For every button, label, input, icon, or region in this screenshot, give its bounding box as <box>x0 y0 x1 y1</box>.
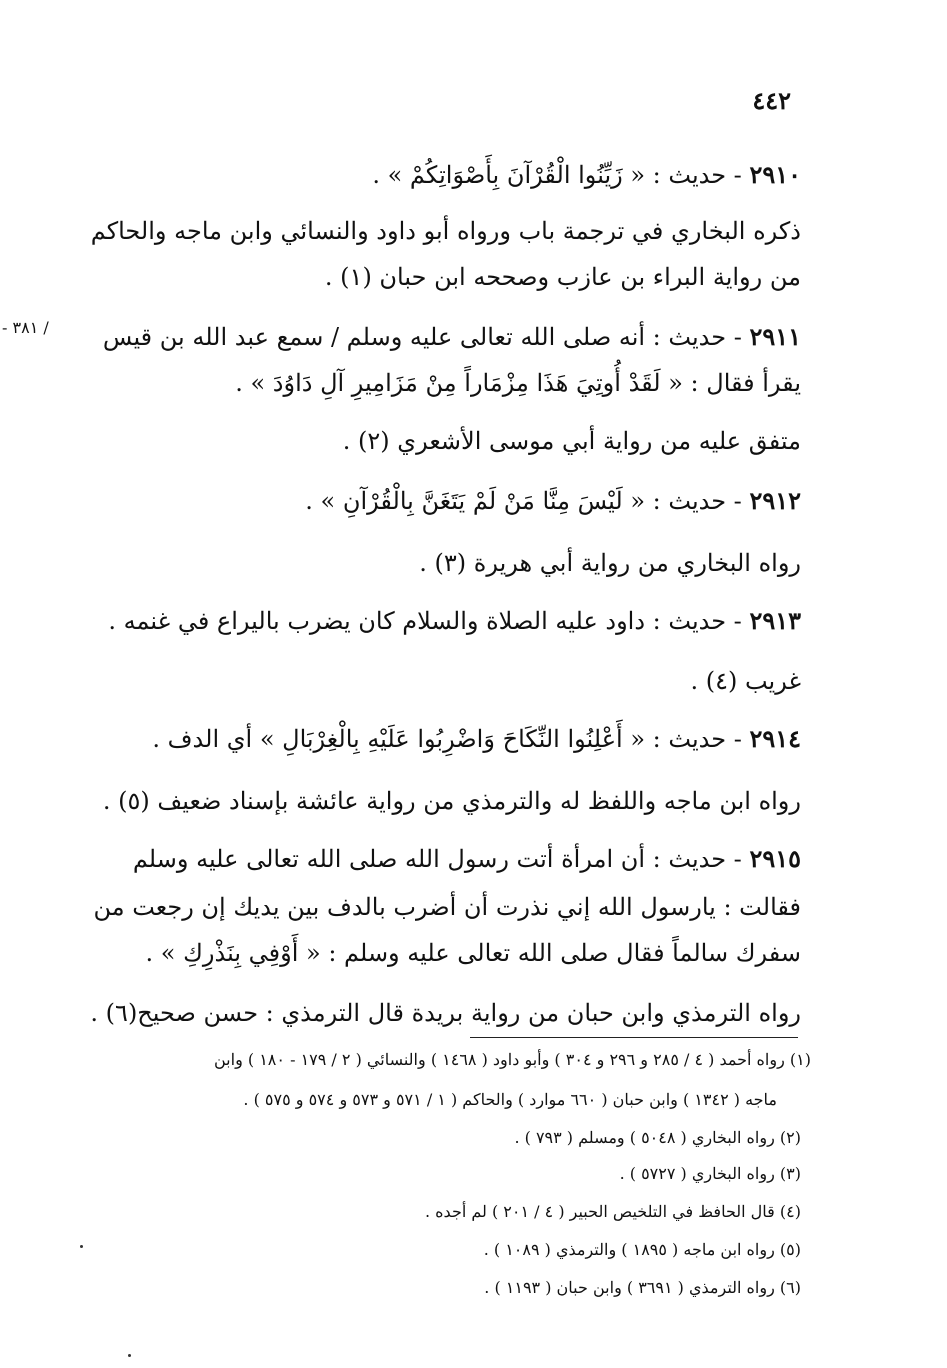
footnote-continuation: ماجه ( ١٣٤٢ ) وابن حبان ( ٦٦٠ موارد ) والحاكم ( ١ / ٥٧١ و ٥٧٣ و ٥٧٤ و ٥٧٥ ) . <box>243 1090 777 1109</box>
hadith-2910-line <box>372 158 801 192</box>
hadith-text: - حديث : أن امرأة أتت رسول الله صلى الله تعالى عليه وسلم <box>132 845 742 873</box>
hadith-text-line: فقالت : يارسول الله إني نذرت أن أضرب بالدف بين يديك إن رجعت من <box>93 893 801 921</box>
hadith-text: - حديث : « زَيِّنُوا الْقُرْآنَ بِأَصْوَاتِكُمْ » . <box>372 161 742 189</box>
hadith-text: - حديث : « أَعْلِنُوا النِّكَاحَ وَاضْرِبُوا عَلَيْهِ بِالْغِرْبَالِ » أي الدف . <box>152 725 742 753</box>
hadith-2911-line <box>103 320 801 354</box>
scan-speck <box>128 1354 131 1357</box>
hadith-number: ٢٩١٠ <box>749 160 801 189</box>
commentary-line: غريب (٤) . <box>690 667 801 695</box>
footnote-separator <box>470 1037 798 1038</box>
hadith-number: ٢٩١٥ <box>749 844 801 873</box>
footnote: (٦) رواه الترمذي ( ٣٦٩١ ) وابن حبان ( ١١٩٣ ) . <box>484 1278 801 1297</box>
hadith-number: ٢٩١١ <box>749 322 801 351</box>
commentary-line: رواه الترمذي وابن حبان من رواية بريدة قال الترمذي : حسن صحيح(٦) . <box>90 999 801 1027</box>
footnote: (٥) رواه ابن ماجه ( ١٨٩٥ ) والترمذي ( ١٠٨٩ ) . <box>483 1240 801 1259</box>
hadith-text: - حديث : داود عليه الصلاة والسلام كان يضرب باليراع في غنمه . <box>108 607 742 635</box>
commentary-line: من رواية البراء بن عازب وصححه ابن حبان (١) . <box>324 263 801 291</box>
hadith-number: ٢٩١٢ <box>749 486 801 515</box>
commentary-line: رواه البخاري من رواية أبي هريرة (٣) . <box>419 549 801 577</box>
footnote: (١) رواه أحمد ( ٤ / ٢٨٥ و ٢٩٦ و ٣٠٤ ) وأبو داود ( ١٤٦٨ ) والنسائي ( ٢ / ١٧٩ - ١٨٠ ) وابن <box>213 1050 811 1069</box>
hadith-2913-line <box>108 604 801 638</box>
scan-speck <box>80 1245 83 1248</box>
footnote: (٢) رواه البخاري ( ٥٠٤٨ ) ومسلم ( ٧٩٣ ) . <box>514 1128 801 1147</box>
footnote: (٣) رواه البخاري ( ٥٧٢٧ ) . <box>619 1164 801 1183</box>
hadith-number: ٢٩١٤ <box>749 724 801 753</box>
commentary-line: متفق عليه من رواية أبي موسى الأشعري (٢) . <box>342 427 801 455</box>
page-number: ٤٤٢ <box>752 86 791 115</box>
footnote: (٤) قال الحافظ في التلخيص الحبير ( ٤ / ٢٠١ ) لم أجده . <box>424 1202 801 1221</box>
hadith-text: - حديث : « لَيْسَ مِنَّا مَنْ لَمْ يَتَغَنَّ بِالْقُرْآنِ » . <box>305 487 742 515</box>
hadith-2915-line <box>133 842 801 876</box>
margin-note: / ٣٨١ - <box>2 318 49 337</box>
hadith-text-line: سفرك سالماً فقال صلى الله تعالى عليه وسلم : « أَوْفِي بِنَذْرِكِ » . <box>145 939 801 967</box>
commentary-line: رواه ابن ماجه واللفظ له والترمذي من رواية عائشة بإسناد ضعيف (٥) . <box>102 787 801 815</box>
hadith-number: ٢٩١٣ <box>749 606 801 635</box>
commentary-line: ذكره البخاري في ترجمة باب ورواه أبو داود والنسائي وابن ماجه والحاكم <box>90 217 801 245</box>
hadith-text-line: يقرأ فقال : « لَقَدْ أُوتِيَ هَذَا مِزْمَاراً مِنْ مَزَامِيرِ آلِ دَاوُدَ » . <box>235 369 801 397</box>
hadith-2912-line <box>305 484 801 518</box>
hadith-text: - حديث : أنه صلى الله تعالى عليه وسلم / سمع عبد الله بن قيس <box>102 323 742 351</box>
hadith-2914-line <box>152 722 801 756</box>
